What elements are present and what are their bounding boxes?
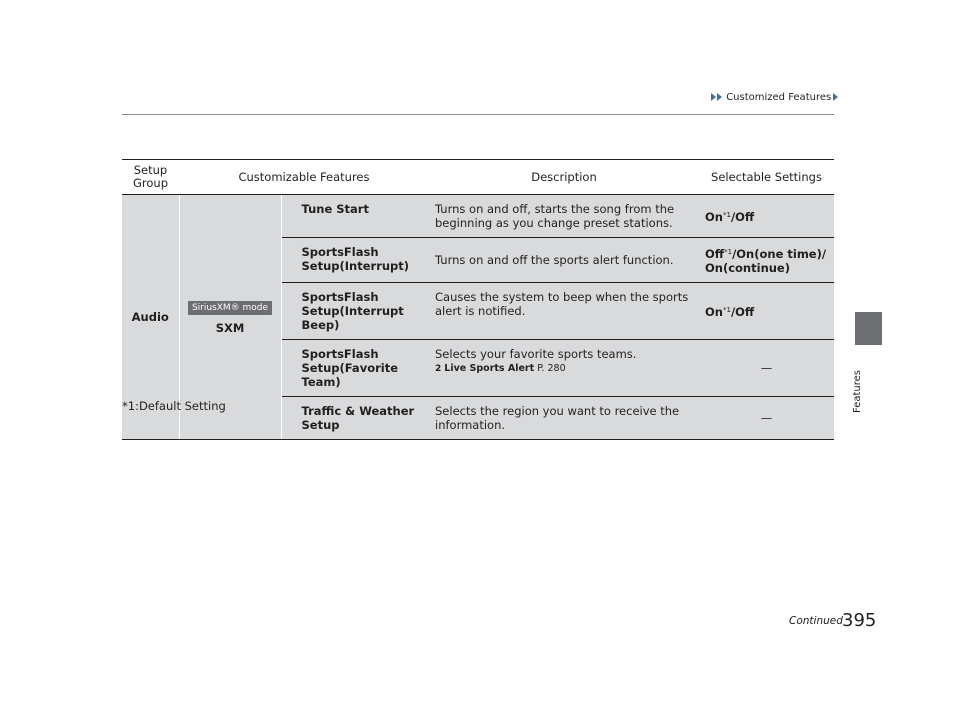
feature-description: Causes the system to beep when the sports alert is notified.: [429, 283, 699, 340]
feature-name: SportsFlash Setup(Interrupt Beep): [281, 283, 429, 340]
feature-name: SportsFlash Setup(Favorite Team): [281, 340, 429, 397]
breadcrumb: [711, 92, 838, 103]
feature-settings: Off$^{*1}$/On(one time)/ On(continue): [699, 238, 834, 283]
arrow-icon: [717, 93, 722, 101]
feature-description: Turns on and off the sports alert function.: [429, 238, 699, 283]
page-number: 395: [842, 610, 877, 631]
header-customizable-features: Customizable Features: [179, 160, 429, 195]
group-audio: Audio: [122, 195, 179, 440]
continued-label: Continued: [789, 615, 843, 627]
feature-settings: —: [699, 340, 834, 397]
header-description: Description: [429, 160, 699, 195]
breadcrumb-label: Customized Features: [726, 92, 832, 103]
table-row: [122, 195, 834, 238]
footnote: *1:Default Setting: [122, 399, 226, 413]
arrow-icon: [711, 93, 716, 101]
section-label: Features: [852, 370, 863, 413]
header-rule: [122, 114, 834, 115]
feature-name: SportsFlash Setup(Interrupt): [281, 238, 429, 283]
feature-description: Selects the region you want to receive the information.: [429, 397, 699, 440]
features-table: [122, 159, 834, 440]
feature-description: Selects your favorite sports teams. 2 Live Sports Alert P. 280: [429, 340, 699, 397]
header-setup-group: Setup Group: [122, 160, 179, 195]
feature-settings: On$^{*1}$/Off: [699, 283, 834, 340]
section-tab: [855, 312, 882, 345]
header-selectable-settings: Selectable Settings: [699, 160, 834, 195]
subgroup-label: SXM: [215, 320, 245, 335]
feature-description: Turns on and off, starts the song from the beginning as you change preset stations.: [429, 195, 699, 238]
table-header: [122, 160, 834, 195]
feature-name: Tune Start: [281, 195, 429, 238]
feature-name: Traffic & Weather Setup: [281, 397, 429, 440]
reference-arrow-icon: 2: [435, 364, 442, 374]
arrow-icon: [833, 93, 838, 101]
cross-reference[interactable]: 2 Live Sports Alert P. 280: [435, 363, 566, 374]
feature-settings: —: [699, 397, 834, 440]
mode-tag: SiriusXM® mode: [188, 301, 272, 315]
feature-settings: On$^{*1}$/Off: [699, 195, 834, 238]
